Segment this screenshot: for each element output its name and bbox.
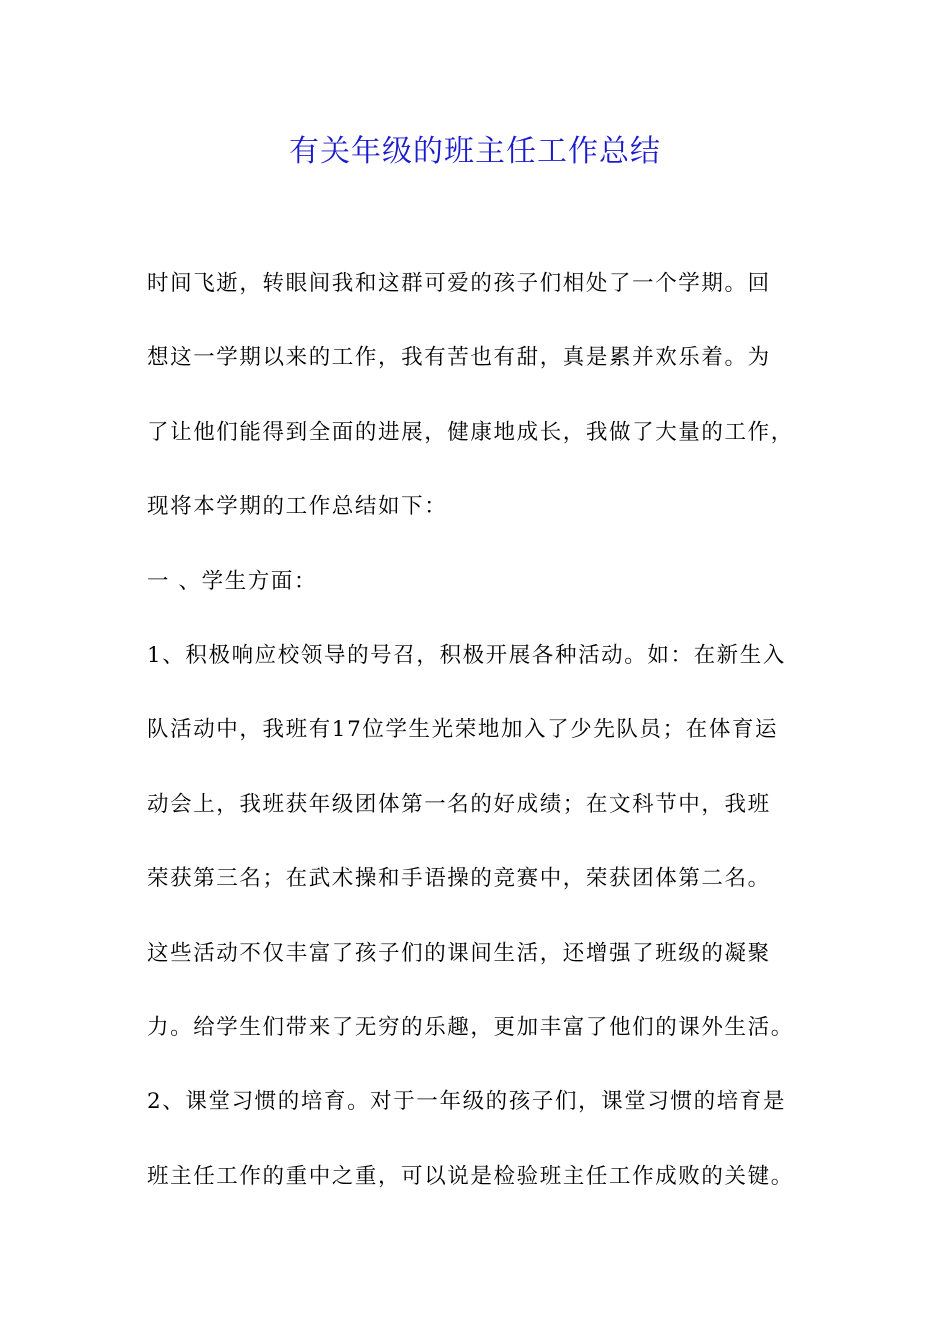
- body-line: 时间飞逝，转眼间我和这群可爱的孩子们相处了一个学期。回: [147, 271, 771, 296]
- section-heading: 一 、学生方面：: [147, 568, 318, 594]
- body-line: 队活动中，我班有17位学生光荣地加入了少先队员；在体育运: [147, 717, 779, 743]
- body-line: 2、课堂习惯的培育。对于一年级的孩子们，课堂习惯的培育是: [147, 1089, 786, 1115]
- body-line: 1、积极响应校领导的号召，积极开展各种活动。如：在新生入: [147, 642, 786, 668]
- document-body: [147, 262, 817, 1229]
- body-line: 动会上，我班获年级团体第一名的好成绩；在文科节中，我班: [147, 791, 771, 817]
- body-line: 了让他们能得到全面的进展，健康地成长，我做了大量的工作，: [147, 419, 794, 445]
- body-line: 班主任工作的重中之重，可以说是检验班主任工作成败的关键。: [147, 1163, 794, 1189]
- body-line: 想这一学期以来的工作，我有苦也有甜，真是累并欢乐着。为: [147, 345, 771, 371]
- body-line: 力。给学生们带来了无穷的乐趣，更加丰富了他们的课外生活。: [147, 1014, 794, 1040]
- document-title: 有关年级的班主任工作总结: [289, 134, 661, 169]
- body-line: 这些活动不仅丰富了孩子们的课间生活，还增强了班级的凝聚: [147, 940, 771, 966]
- body-line: 现将本学期的工作总结如下：: [147, 494, 448, 520]
- body-line: 荣获第三名；在武术操和手语操的竞赛中，荣获团体第二名。: [147, 866, 771, 892]
